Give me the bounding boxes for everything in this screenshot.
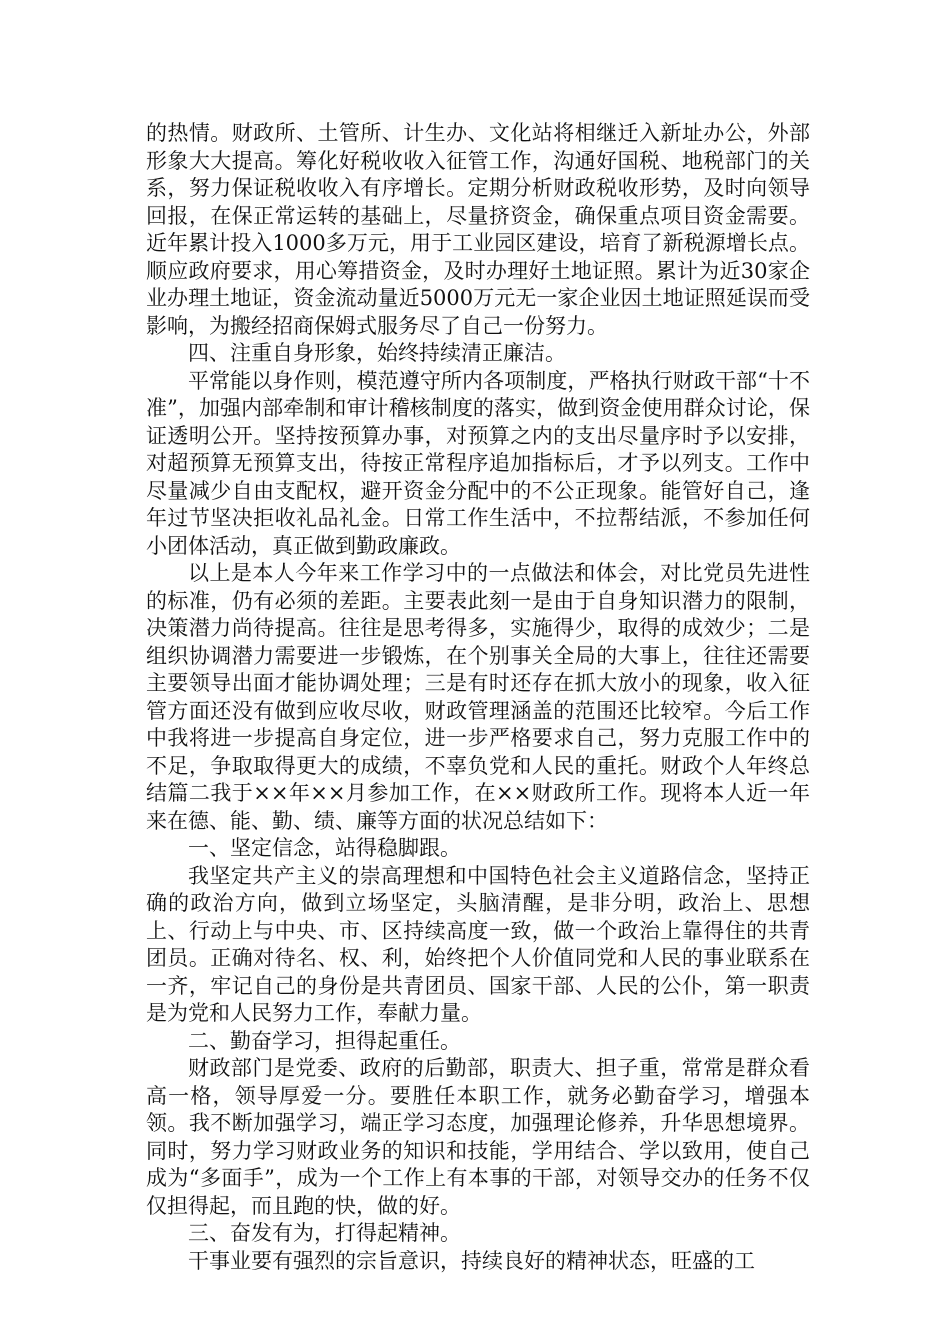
- document-page: [146, 120, 810, 1275]
- section-heading: 四、注重自身形象，始终持续清正廉洁。: [188, 341, 566, 365]
- body-paragraph: 干事业要有强烈的宗旨意识，持续良好的精神状态，旺盛的工: [188, 1248, 755, 1273]
- section-heading: 三、奋发有为，打得起精神。: [188, 1221, 461, 1245]
- body-paragraph: 的热情。财政所、土管所、计生办、文化站将相继迁入新址办公，外部形象大大提高。筹化好税收收入征管工作，沟通好国税、地税部门的关系，努力保证税收收入有序增长。定期分析财政税收形势，及时向领导回报，在保正常运转的基础上，尽量挤资金，确保重点项目资金需要。近年累计投入1000多万元，用于工业园区建设，培育了新税源增长点。顺应政府要求，用心筹措资金，及时办理好土地证照。累计为近30家企业办理土地证，资金流动量近5000万元无一家企业因土地证照延误而受影响，为搬经招商保姆式服务尽了自己一份努力。: [146, 121, 810, 338]
- section-heading: 二、勤奋学习，担得起重任。: [188, 1028, 461, 1053]
- section-heading: 一、坚定信念，站得稳脚跟。: [188, 836, 461, 860]
- body-paragraph: 以上是本人今年来工作学习中的一点做法和体会，对比党员先进性的标准，仍有必须的差距。主要表此刻一是由于自身知识潜力的限制，决策潜力尚待提高。往往是思考得多，实施得少，取得的成效少；二是组织协调潜力需要进一步锻炼，在个别事关全局的大事上，往往还需要主要领导出面才能协调处理；三是有时还存在抓大放小的现象，收入征管方面还没有做到应收尽收，财政管理涵盖的范围还比较窄。今后工作中我将进一步提高自身定位，进一步严格要求自己，努力克服工作中的不足，争取取得更大的成绩，不辜负党和人民的重托。财政个人年终总结篇二我于××年××月参加工作，在××财政所工作。现将本人近一年来在德、能、勤、绩、廉等方面的状况总结如下：: [146, 561, 810, 833]
- body-paragraph: 平常能以身作则，模范遵守所内各项制度，严格执行财政干部“十不准”，加强内部牵制和审计稽核制度的落实，做到资金使用群众讨论，保证透明公开。坚持按预算办事，对预算之内的支出尽量序时予以安排，对超预算无预算支出，待按正常程序追加指标后，才予以列支。工作中尽量减少自由支配权，避开资金分配中的不公正现象。能管好自己，逢年过节坚决拒收礼品礼金。日常工作生活中，不拉帮结派，不参加任何小团体活动，真正做到勤政廉政。: [146, 368, 810, 558]
- body-paragraph: 我坚定共产主义的崇高理想和中国特色社会主义道路信念，坚持正确的政治方向，做到立场坚定，头脑清醒，是非分明，政治上、思想上、行动上与中央、市、区持续高度一致，做一个政治上靠得住的共青团员。正确对待名、权、利，始终把个人价值同党和人民的事业联系在一齐，牢记自己的身份是共青团员、国家干部、人民的公仆，第一职责是为党和人民努力工作，奉献力量。: [146, 863, 810, 1025]
- body-paragraph: 财政部门是党委、政府的后勤部，职责大、担子重，常常是群众看高一格，领导厚爱一分。要胜任本职工作，就务必勤奋学习，增强本领。我不断加强学习，端正学习态度，加强理论修养，升华思想境界。同时，努力学习财政业务的知识和技能，学用结合、学以致用，使自己成为“多面手”，成为一个工作上有本事的干部，对领导交办的任务不仅仅担得起，而且跑的快，做的好。: [146, 1056, 810, 1218]
